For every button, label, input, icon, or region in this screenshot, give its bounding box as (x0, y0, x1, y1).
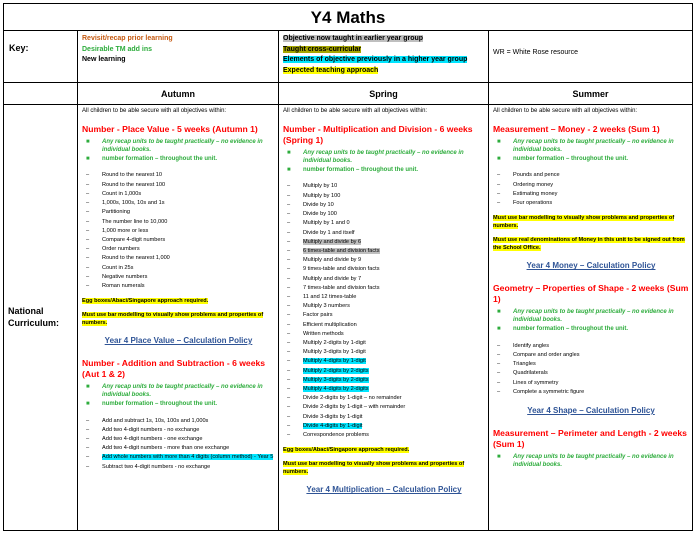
dash-marker: – (287, 349, 291, 356)
key-label: Key: (4, 31, 78, 82)
section-title: Measurement – Perimeter and Length - 2 weeks (Sum 1) (493, 427, 687, 449)
dash-marker: – (287, 312, 291, 319)
list-item: – Divide by 1 and itself (283, 229, 485, 238)
dash-marker: – (86, 190, 90, 197)
bullet-icon: ■ (86, 138, 90, 145)
recap-bullet: ■ Any recap units to be taught practically – no evidence in individual books. (86, 383, 263, 399)
list-item: – The number line to 10,000 (82, 218, 275, 227)
dash-marker: – (86, 426, 90, 433)
dash-marker: – (287, 238, 291, 245)
bullet-icon: ■ (287, 149, 291, 156)
list-item: – 11 and 12 times-table (283, 293, 485, 302)
dash-marker: – (287, 211, 291, 218)
objective-list (493, 342, 689, 397)
formation-bullet: ■ number formation – throughout the unit. (86, 156, 217, 163)
recap-bullet: ■ Any recap units to be taught practically – no evidence in individual books. (497, 308, 674, 324)
list-item: – Divide 3-digits by 1-digit (283, 413, 485, 422)
key-new-learning: New learning (82, 56, 126, 63)
green-bullets (82, 138, 275, 164)
spring-column (279, 105, 489, 531)
formation-bullet: ■ number formation – throughout the unit. (497, 326, 628, 333)
key-col-2 (279, 31, 489, 82)
bullet-icon: ■ (86, 383, 90, 390)
dash-marker: – (287, 413, 291, 420)
list-item: – Divide by 100 (283, 210, 485, 219)
list-item: – Negative numbers (82, 273, 275, 282)
dash-marker: – (287, 293, 291, 300)
policy-link[interactable]: Year 4 Money – Calculation Policy (526, 261, 656, 271)
policy-link[interactable]: Year 4 Multiplication – Calculation Policy (306, 485, 462, 495)
dash-marker: – (497, 388, 501, 395)
list-item: – Multiply 4-digits by 2-digits (283, 385, 485, 394)
dash-marker: – (497, 200, 501, 207)
intro-text: All children to be able secure with all objectives within: (493, 108, 638, 114)
dash-marker: – (287, 431, 291, 438)
dash-marker: – (497, 351, 501, 358)
list-item: – Partitioning (82, 208, 275, 217)
dash-marker: – (497, 181, 501, 188)
formation-bullet: ■ number formation – throughout the unit. (287, 167, 418, 174)
key-row (4, 31, 692, 83)
list-item: – Round to the nearest 10 (82, 171, 275, 180)
formation-bullet: ■ number formation – throughout the unit. (497, 156, 628, 163)
key-col-1 (78, 31, 279, 82)
recap-bullet: ■ Any recap units to be taught practically – no evidence in individual books. (497, 453, 674, 468)
list-item: – Triangles (493, 360, 689, 369)
bullet-icon: ■ (497, 453, 501, 460)
list-item: – Multiply by 10 (283, 182, 485, 191)
list-item: – Multiply and divide by 7 (283, 275, 485, 284)
list-item: – Multiply by 100 (283, 192, 485, 201)
key-higher-year: Elements of objective previously in a higher year group (283, 56, 468, 63)
list-item: – Complete a symmetric figure (493, 388, 689, 397)
dash-marker: – (86, 227, 90, 234)
key-desirable: Desirable TM add ins (82, 45, 153, 53)
list-item: – Factor pairs (283, 311, 485, 320)
list-item: – Efficient multiplication (283, 321, 485, 330)
green-bullets (493, 308, 689, 334)
dash-marker: – (86, 246, 90, 253)
dash-marker: – (86, 218, 90, 225)
dash-marker: – (287, 422, 291, 429)
dash-marker: – (497, 379, 501, 386)
list-item: – 9 times-table and division facts (283, 265, 485, 274)
list-item: – Roman numerals (82, 282, 275, 291)
dash-marker: – (86, 282, 90, 289)
list-item: – Multiply and divide by 6 (283, 238, 485, 247)
objective-list (283, 182, 485, 440)
green-bullets (493, 138, 689, 164)
list-item: – Add whole numbers with more than 4 digits (column method) - Year 5 (82, 453, 275, 462)
dash-marker: – (287, 358, 291, 365)
dash-marker: – (287, 385, 291, 392)
green-bullets (283, 149, 485, 175)
intro-text: All children to be able secure with all objectives within: (283, 108, 428, 114)
list-item: – Subtract two 4-digit numbers - no exchange (82, 463, 275, 472)
objective-list (82, 417, 275, 472)
key-recap: Revisit/recap prior learning (82, 35, 173, 42)
dash-marker: – (287, 321, 291, 328)
dash-marker: – (86, 445, 90, 452)
formation-bullet: ■ number formation – throughout the unit. (86, 401, 217, 408)
bullet-icon: ■ (497, 156, 501, 163)
list-item: – Divide 2-digits by 1-digit – with remainder (283, 403, 485, 412)
dash-marker: – (287, 395, 291, 402)
list-item: – Compare and order angles (493, 351, 689, 360)
dash-marker: – (497, 342, 501, 349)
dash-marker: – (287, 367, 291, 374)
header-blank (4, 83, 78, 104)
key-earlier-year: Objective now taught in earlier year group (283, 35, 424, 42)
list-item: – Multiply 2-digits by 1-digit (283, 339, 485, 348)
objective-list (493, 171, 689, 208)
list-item: – Add two 4-digit numbers - no exchange (82, 426, 275, 435)
list-item: – 7 times-table and division facts (283, 284, 485, 293)
bullet-icon: ■ (497, 326, 501, 333)
list-item: – Lines of symmetry (493, 379, 689, 388)
dash-marker: – (86, 209, 90, 216)
bar-model-note: Must use bar modelling to visually show problems and properties of numbers. (82, 312, 264, 327)
list-item: – Multiply 3-digits by 1-digit (283, 348, 485, 357)
list-item: – Correspondence problems (283, 431, 485, 440)
header-spring: Spring (279, 83, 489, 104)
list-item: – Written methods (283, 330, 485, 339)
recap-bullet: ■ Any recap units to be taught practically – no evidence in individual books. (287, 149, 464, 164)
section-title: Geometry – Properties of Shape - 2 weeks (Sum 1) (493, 282, 689, 304)
dash-marker: – (287, 192, 291, 199)
list-item: – Multiply by 1 and 0 (283, 219, 485, 228)
dash-marker: – (86, 273, 90, 280)
header-autumn: Autumn (78, 83, 279, 104)
dash-marker: – (86, 172, 90, 179)
objective-list (82, 171, 275, 291)
summer-column (489, 105, 692, 531)
header-row (4, 83, 692, 105)
dash-marker: – (287, 220, 291, 227)
autumn-column (78, 105, 279, 531)
bullet-icon: ■ (86, 156, 90, 163)
dash-marker: – (86, 264, 90, 271)
dash-marker: – (497, 370, 501, 377)
dash-marker: – (287, 376, 291, 383)
bullet-icon: ■ (287, 167, 291, 174)
list-item: – Round to the nearest 100 (82, 181, 275, 190)
list-item: – Divide 2-digits by 1-digit – no remainder (283, 394, 485, 403)
list-item: – 1,000 more or less (82, 227, 275, 236)
list-item: – Multiply 3 numbers (283, 302, 485, 311)
section-title: Number - Addition and Subtraction - 6 weeks (Aut 1 & 2) (82, 357, 266, 379)
dash-marker: – (287, 303, 291, 310)
dash-marker: – (287, 183, 291, 190)
section-title: Number - Place Value - 5 weeks (Autumn 1) (82, 123, 258, 134)
recap-bullet: ■ Any recap units to be taught practically – no evidence in individual books. (497, 138, 674, 153)
list-item: – Multiply 2-digits by 2-digits (283, 367, 485, 376)
dash-marker: – (287, 247, 291, 254)
list-item: – Four operations (493, 199, 689, 208)
dash-marker: – (497, 190, 501, 197)
dash-marker: – (287, 275, 291, 282)
curriculum-document (3, 3, 693, 531)
recap-bullet: ■ Any recap units to be taught practically – no evidence in individual books. (86, 138, 263, 153)
key-cross-curricular: Taught cross-curricular (283, 45, 362, 53)
list-item: – Order numbers (82, 245, 275, 254)
dash-marker: – (287, 257, 291, 264)
list-item: – Quadrilaterals (493, 369, 689, 378)
list-item: – Add and subtract 1s, 10s, 100s and 1,000s (82, 417, 275, 426)
list-item: – Multiply 3-digits by 2-digits (283, 376, 485, 385)
approach-note: Egg boxes/Abaci/Singapore approach required. (283, 447, 410, 454)
dash-marker: – (287, 330, 291, 337)
list-item: – Ordering money (493, 181, 689, 190)
list-item: – Multiply 4-digits by 1-digit (283, 357, 485, 366)
dash-marker: – (287, 266, 291, 273)
bullet-icon: ■ (86, 401, 90, 408)
list-item: – Count in 25s (82, 264, 275, 273)
dash-marker: – (86, 436, 90, 443)
dash-marker: – (287, 201, 291, 208)
dash-marker: – (86, 417, 90, 424)
list-item: – Divide by 10 (283, 201, 485, 210)
list-item: – Multiply and divide by 9 (283, 256, 485, 265)
dash-marker: – (287, 404, 291, 411)
list-item: – Pounds and pence (493, 171, 689, 180)
approach-note: Egg boxes/Abaci/Singapore approach required. (82, 298, 209, 305)
dash-marker: – (287, 339, 291, 346)
page-title: Y4 Maths (4, 4, 692, 31)
key-approach: Expected teaching approach (283, 66, 379, 74)
section-title: Number - Multiplication and Division - 6 weeks (Spring 1) (283, 123, 473, 145)
dash-marker: – (86, 236, 90, 243)
row-label: National Curriculum: (4, 105, 78, 531)
dash-marker: – (497, 172, 501, 179)
dash-marker: – (497, 361, 501, 368)
dash-marker: – (86, 255, 90, 262)
bullet-icon: ■ (497, 308, 501, 315)
list-item: – Round to the nearest 1,000 (82, 254, 275, 263)
list-item: – 1,000s, 100s, 10s and 1s (82, 199, 275, 208)
dash-marker: – (86, 181, 90, 188)
intro-text: All children to be able secure with all objectives within: (82, 108, 227, 114)
dash-marker: – (287, 229, 291, 236)
policy-link[interactable]: Year 4 Shape – Calculation Policy (527, 406, 655, 415)
list-item: – Count in 1,000s (82, 190, 275, 199)
list-item: – Identify angles (493, 342, 689, 351)
list-item: – Estimating money (493, 190, 689, 199)
list-item: – Add two 4-digit numbers - one exchange (82, 435, 275, 444)
policy-link[interactable]: Year 4 Place Value – Calculation Policy (104, 336, 253, 346)
list-item: – Add two 4-digit numbers - more than one exchange (82, 444, 275, 453)
dash-marker: – (86, 200, 90, 207)
header-summer: Summer (572, 89, 609, 99)
dash-marker: – (86, 454, 90, 461)
green-bullets (493, 453, 689, 470)
bar-model-note: Must use bar modelling to visually show problems and properties of numbers. (493, 215, 675, 230)
list-item: – Compare 4-digit numbers (82, 236, 275, 245)
green-bullets (82, 383, 275, 409)
dash-marker: – (86, 463, 90, 470)
list-item: – Divide 4-digits by 1-digit (283, 422, 485, 431)
list-item: – 6 times-table and division facts (283, 247, 485, 256)
bullet-icon: ■ (497, 138, 501, 145)
key-white-rose: WR = White Rose resource (493, 49, 578, 56)
dash-marker: – (287, 284, 291, 291)
bar-model-note: Must use bar modelling to visually show problems and properties of numbers. (283, 461, 465, 476)
section-title: Measurement – Money - 2 weeks (Sum 1) (493, 123, 660, 134)
money-note: Must use real denominations of Money in this unit to be signed out from the School Office. (493, 237, 685, 252)
content-row (4, 105, 692, 531)
